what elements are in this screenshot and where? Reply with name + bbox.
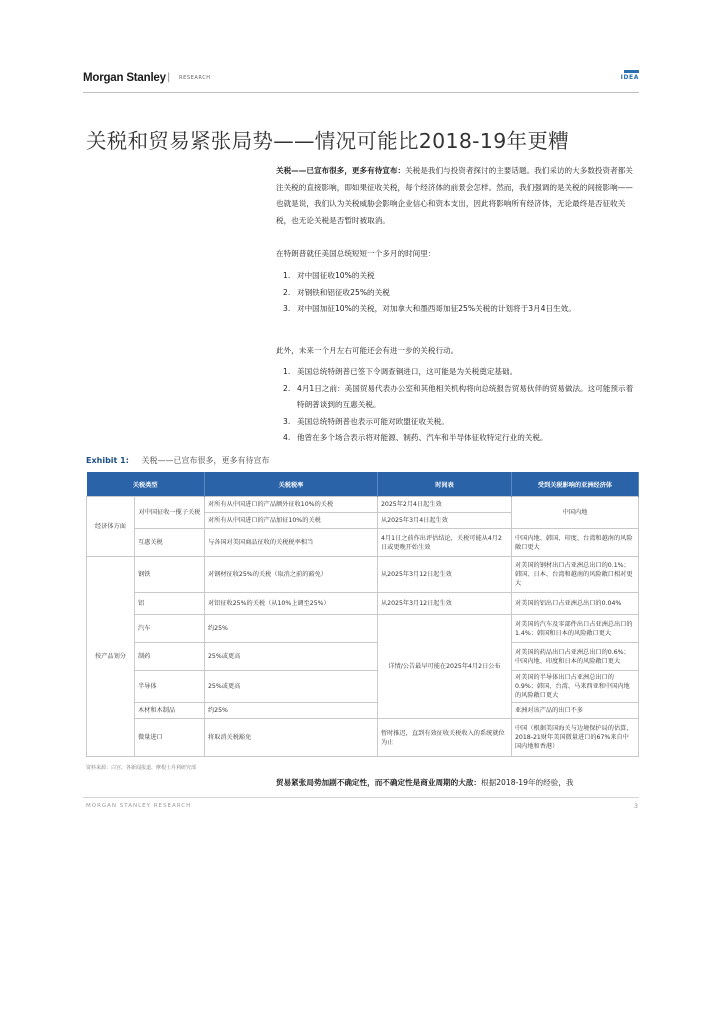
row-time-shared: 详情/公告最早可能在2025年4月2日公布 (378, 615, 512, 719)
list-item: 4. 他曾在多个场合表示将对能源、制药、汽车和半导体征收特定行业的关税。 (283, 433, 548, 442)
row-rate: 约25% (205, 703, 378, 719)
row-rate: 25%或更高 (205, 643, 378, 671)
paragraph-3: 此外，未来一个月左右可能还会有进一步的关税行动。 (276, 346, 459, 355)
table-header-row (87, 472, 639, 497)
row-rate: 对所有从中国进口的产品加征10%的关税 (205, 513, 378, 529)
list-item: 2. 对钢铁和铝征收25%的关税 (283, 287, 390, 297)
row-type: 制药 (135, 643, 205, 671)
paragraph-1-lead: 关税——已宣布很多，更多有待宣布： (276, 166, 406, 175)
list-item: 1. 对中国征收10%的关税 (283, 271, 375, 280)
row-impact: 中国内地、韩国、印度、台湾和越南的风险敞口更大 (512, 529, 639, 557)
table-row (87, 593, 639, 615)
row-impact: 对美国的汽车及零部件出口占亚洲总出口的1.4%；韩国和日本的风险敞口更大 (512, 615, 639, 643)
row-type: 铝 (135, 593, 205, 615)
row-impact: 对美国的铝出口占亚洲总出口的0.04% (512, 593, 639, 615)
footer-divider (83, 797, 639, 798)
header-tariff-rate: 关税税率 (205, 472, 378, 497)
research-label: RESEARCH (179, 75, 211, 81)
bottom-lead: 贸易紧张局势加剧不确定性，而不确定性是商业周期的大敌： (276, 778, 482, 787)
exhibit-caption (86, 455, 269, 466)
list-item: 1. 美国总统特朗普已签下令调查铜进口，这可能是为关税奠定基础。 (283, 367, 518, 376)
row-type: 半导体 (135, 671, 205, 703)
row-impact: 中国（根据美国海关与边境保护局的估算，2018-21财年美国微量进口的67%来自中国内地和香港） (512, 719, 639, 757)
header-divider (83, 92, 639, 93)
table-row (87, 497, 639, 513)
row-rate: 与各国对美国商品征收的关税税率相当 (205, 529, 378, 557)
exhibit-title: 关税——已宣布很多，更多有待宣布 (141, 456, 270, 465)
page-title: 关税和贸易紧张局势——情况可能比2018-19年更糟 (86, 129, 569, 153)
row-time: 暂时推迟，直到有效征收关税收入的系统就位为止 (378, 719, 512, 757)
row-impact: 中国内地 (512, 497, 639, 529)
row-type: 微量进口 (135, 719, 205, 757)
paragraph-1-text: 关税是我们与投资者探讨的主要话题。我们采访的大多数投资者都关注关税的直接影响，即如果征收关税，每个经济体的前景会怎样。然而，我们强调的是关税的间接影响——也就是说，我们认为关税威胁会影响企业信心和资本支出，因此将影响所有经济体，无论最终是否征收关税，也无论关税是否暂时被取消。 (276, 166, 633, 225)
list-item: 2. 4月1日之前：美国贸易代表办公室和其他相关机构将向总统报告贸易伙伴的贸易做法。这可能预示着特朗普谈到的互惠关税。 (283, 383, 634, 409)
bottom-paragraph (276, 775, 640, 792)
row-rate: 约25% (205, 615, 378, 643)
header-tariff-type: 关税类型 (87, 472, 205, 497)
table-row (87, 557, 639, 593)
row-impact: 对美国的半导体出口占亚洲总出口的0.9%；韩国、台湾、马来西亚和中国内地的风险敞口更大 (512, 671, 639, 703)
table-row (87, 529, 639, 557)
header-schedule: 时间表 (378, 472, 512, 497)
row-type: 木材和木制品 (135, 703, 205, 719)
row-rate: 25%或更高 (205, 671, 378, 703)
row-type: 互惠关税 (135, 529, 205, 557)
brand-logo: Morgan Stanley (83, 72, 166, 84)
header-separator: | (167, 72, 171, 83)
action-list-1 (276, 268, 640, 318)
row-time: 4月1日之前作出评估结论，关税可能从4月2日或更晚开始生效 (378, 529, 512, 557)
row-rate: 对所有从中国进口的产品额外征收10%的关税 (205, 497, 378, 513)
row-time: 从2025年3月12日起生效 (378, 557, 512, 593)
row-time: 2025年2月4日起生效 (378, 497, 512, 513)
idea-bar (624, 70, 639, 73)
group-economy: 经济体方面 (87, 497, 135, 557)
list-item: 3. 对中国加征10%的关税，对加拿大和墨西哥加征25%关税的计划将于3月4日生效。 (283, 304, 576, 313)
row-impact: 对美国的钢材出口占亚洲总出口的0.1%；韩国、日本、台湾和越南的风险敞口相对更大 (512, 557, 639, 593)
paragraph-1 (276, 163, 640, 229)
list-item: 3. 美国总统特朗普也表示可能对欧盟征收关税。 (283, 416, 449, 426)
row-type: 对中国征收一揽子关税 (135, 497, 205, 529)
row-impact: 对美国的药品出口占亚洲总出口的0.6%；中国内地、印度和日本的风险敞口更大 (512, 643, 639, 671)
tariff-table (86, 472, 639, 757)
exhibit-label: Exhibit 1: (86, 456, 129, 465)
group-product: 按产品划分 (87, 557, 135, 757)
header-affected-economies: 受到关税影响的亚洲经济体 (512, 472, 639, 497)
row-time: 从2025年3月12日起生效 (378, 593, 512, 615)
table-row (87, 615, 639, 643)
page-header (83, 70, 639, 90)
table-row (87, 703, 639, 719)
footer-label: MORGAN STANLEY RESEARCH (86, 803, 192, 809)
table-row (87, 719, 639, 757)
row-rate: 将取消关税豁免 (205, 719, 378, 757)
row-impact: 亚洲对该产品的出口不多 (512, 703, 639, 719)
table-row (87, 671, 639, 703)
table-row (87, 643, 639, 671)
idea-label: IDEA (620, 74, 639, 81)
row-time: 从2025年3月4日起生效 (378, 513, 512, 529)
row-rate: 对铝征收25%的关税（从10%上调至25%） (205, 593, 378, 615)
row-rate: 对钢材征收25%的关税（取消之前的豁免） (205, 557, 378, 593)
bottom-text: 根据2018-19年的经验，我 (481, 778, 574, 787)
row-type: 钢铁 (135, 557, 205, 593)
source-note: 资料来源：白宫、各新闻报道、摩根士丹利研究部 (86, 765, 197, 771)
action-list-2 (276, 364, 640, 447)
row-type: 汽车 (135, 615, 205, 643)
paragraph-2: 在特朗普就任美国总统短短一个多月的时间里： (276, 249, 436, 258)
page-number: 3 (633, 802, 638, 810)
